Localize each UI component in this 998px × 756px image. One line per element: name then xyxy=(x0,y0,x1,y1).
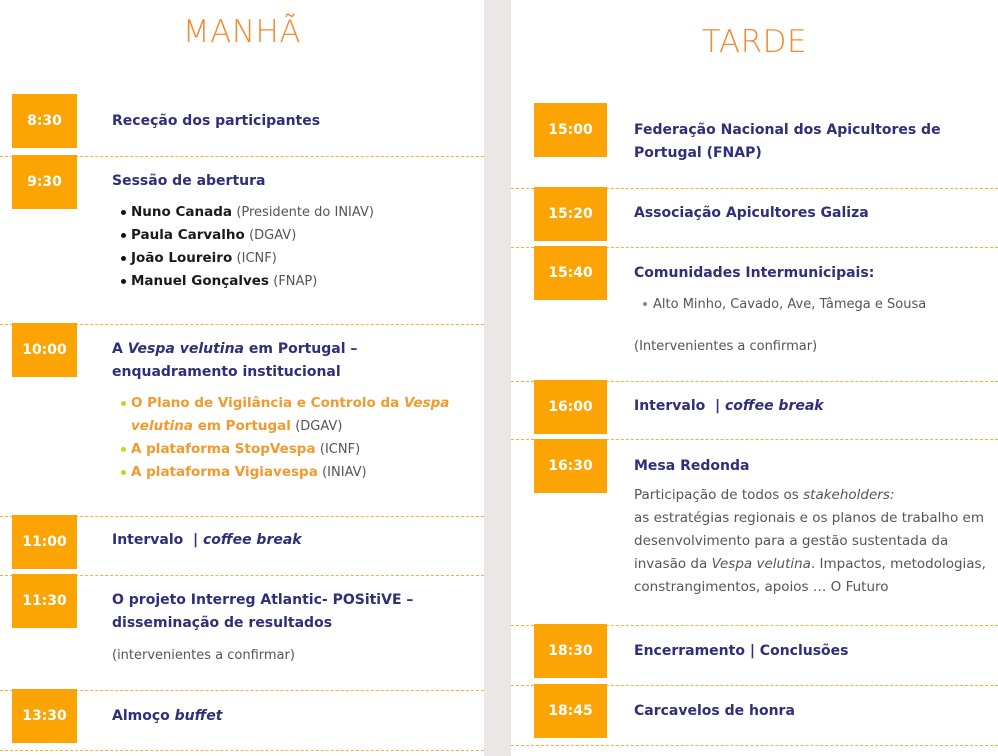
time-badge: 11:00 xyxy=(12,515,77,569)
schedule-row xyxy=(0,323,484,517)
topic-list xyxy=(112,392,476,484)
time-badge: 8:30 xyxy=(12,94,77,148)
time-badge: 15:20 xyxy=(534,187,607,241)
session-title: A Vespa velutina em Portugal – enquadramento institucional xyxy=(112,341,358,380)
session-title: Receção dos participantes xyxy=(112,113,321,129)
schedule-row xyxy=(0,689,484,751)
schedule-row xyxy=(0,94,484,157)
list-item: O Plano de Vigilância e Controlo da Vespa velutina em Portugal (DGAV) xyxy=(121,392,476,438)
session-title: Carcavelos de honra xyxy=(634,703,795,719)
session-title: Almoço buffet xyxy=(112,708,223,724)
list-item: Alto Minho, Cavado, Ave, Tâmega e Sousa xyxy=(643,293,986,316)
session-title: Associação Apicultores Galiza xyxy=(634,205,869,221)
morning-heading: MANHÃ xyxy=(182,14,302,50)
schedule-row xyxy=(0,155,484,325)
session-title: Intervalo | coffee break xyxy=(112,532,302,548)
time-badge: 11:30 xyxy=(12,574,77,628)
schedule-row xyxy=(511,103,998,189)
schedule-row xyxy=(511,439,998,626)
list-item: Manuel Gonçalves (FNAP) xyxy=(121,270,476,293)
list-item: Nuno Canada (Presidente do INIAV) xyxy=(121,201,476,224)
time-badge: 13:30 xyxy=(12,689,77,743)
schedule-row xyxy=(0,515,484,576)
afternoon-heading: TARDE xyxy=(701,24,808,60)
time-badge: 9:30 xyxy=(12,155,77,209)
session-note: (Intervenientes a confirmar) xyxy=(634,339,818,354)
schedule-row xyxy=(511,624,998,686)
speaker-list xyxy=(112,201,476,293)
afternoon-column xyxy=(511,0,998,756)
schedule-row xyxy=(0,574,484,691)
schedule-row xyxy=(511,187,998,248)
session-description: Participação de todos os stakeholders: as estratégias regionais e os planos de trabalho em desenvolvimento para a gestão sustentada da invasão da Vespa velutina. Impactos, metodologias, constrangimentos, apoios … O Futuro xyxy=(634,487,986,595)
session-title: O projeto Interreg Atlantic- POSitiVE – disseminação de resultados xyxy=(112,592,414,631)
time-badge: 16:30 xyxy=(534,439,607,493)
schedule-row xyxy=(511,380,998,440)
time-badge: 15:00 xyxy=(534,103,607,157)
schedule-row xyxy=(511,246,998,382)
session-note: (intervenientes a confirmar) xyxy=(112,648,295,663)
time-badge: 16:00 xyxy=(534,380,607,434)
list-item: Paula Carvalho (DGAV) xyxy=(121,224,476,247)
list-item: A plataforma StopVespa (ICNF) xyxy=(121,438,476,461)
time-badge: 15:40 xyxy=(534,246,607,300)
list-item: A plataforma Vigiavespa (INIAV) xyxy=(121,461,476,484)
session-title: Intervalo | coffee break xyxy=(634,398,824,414)
morning-column xyxy=(0,0,484,756)
time-badge: 18:45 xyxy=(534,684,607,738)
time-badge: 10:00 xyxy=(12,323,77,377)
session-title: Federação Nacional dos Apicultores de Portugal (FNAP) xyxy=(634,122,941,161)
schedule-row xyxy=(511,684,998,746)
topic-list xyxy=(634,293,986,316)
session-title: Mesa Redonda xyxy=(634,458,750,474)
session-title: Sessão de abertura xyxy=(112,173,266,189)
list-item: João Loureiro (ICNF) xyxy=(121,247,476,270)
session-title: Comunidades Intermunicipais: xyxy=(634,265,875,281)
time-badge: 18:30 xyxy=(534,624,607,678)
session-title: Encerramento | Conclusões xyxy=(634,643,849,659)
